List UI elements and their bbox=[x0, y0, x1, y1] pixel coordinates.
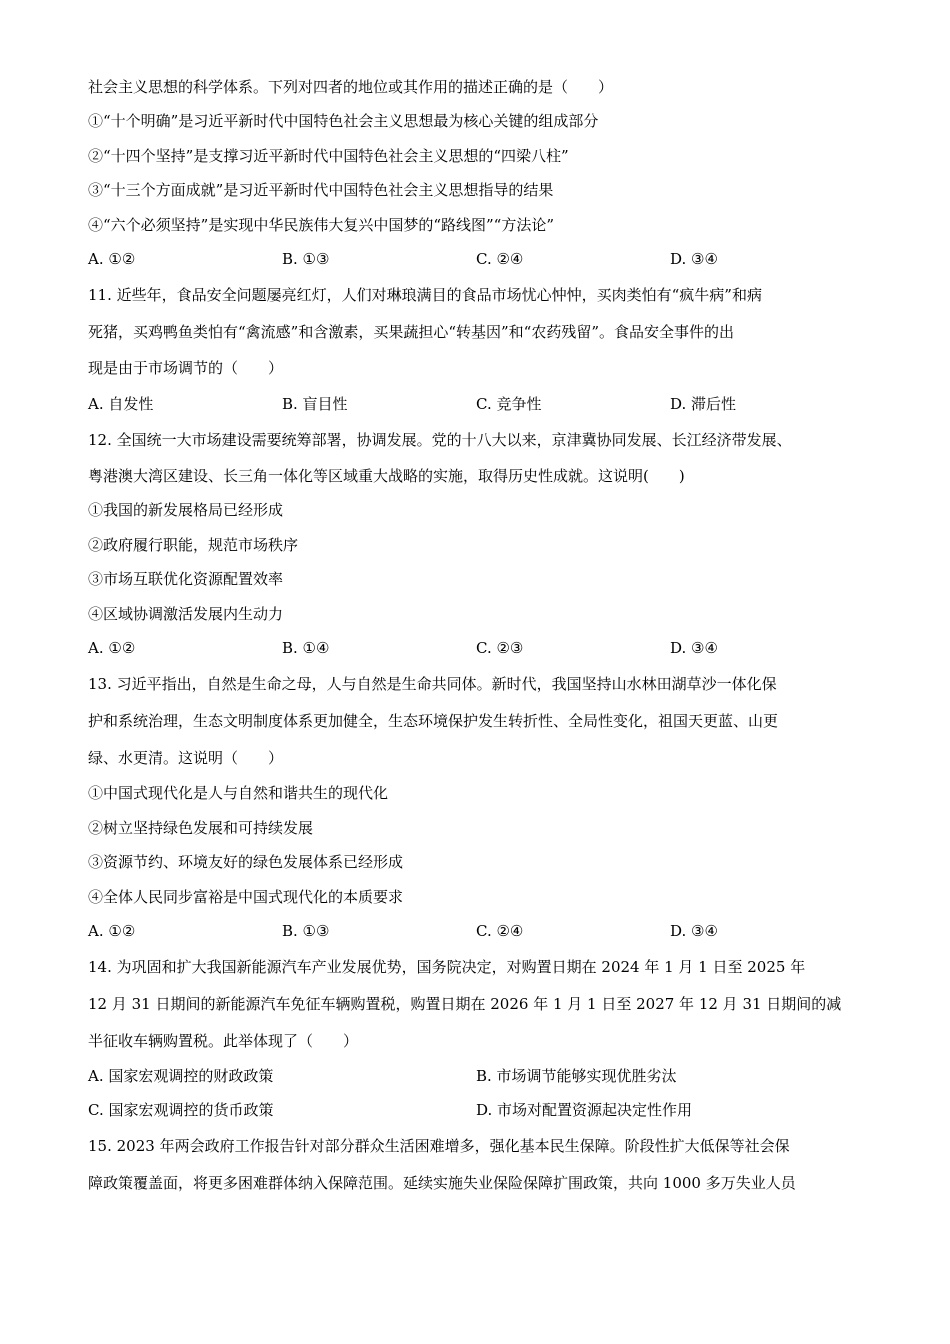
q10-stem-tail: 社会主义思想的科学体系。下列对四者的地位或其作用的描述正确的是（ ） bbox=[88, 78, 614, 96]
q12-item-1: ①我国的新发展格局已经形成 bbox=[88, 501, 284, 519]
q12-option-d[interactable]: D. ③④ bbox=[670, 639, 718, 657]
q10-item-4: ④“六个必须坚持”是实现中华民族伟大复兴中国梦的“路线图”“方法论” bbox=[88, 216, 555, 234]
q13-option-a[interactable]: A. ①② bbox=[88, 922, 136, 940]
q14-option-c[interactable]: C. 国家宏观调控的货币政策 bbox=[88, 1101, 274, 1119]
q11-option-b[interactable]: B. 盲目性 bbox=[282, 395, 348, 413]
q12-option-a[interactable]: A. ①② bbox=[88, 639, 136, 657]
q15-line-1: 15. 2023 年两会政府工作报告针对部分群众生活困难增多，强化基本民生保障。阶段性扩大低保等社会保 bbox=[88, 1137, 790, 1155]
q13-item-1: ①中国式现代化是人与自然和谐共生的现代化 bbox=[88, 784, 389, 802]
q15-line-2: 障政策覆盖面，将更多困难群体纳入保障范围。延续实施失业保险保障扩围政策，共向 1000 多万失业人员 bbox=[88, 1174, 796, 1192]
q10-option-b[interactable]: B. ①③ bbox=[282, 250, 330, 268]
q13-line-1: 13. 习近平指出，自然是生命之母，人与自然是生命共同体。新时代，我国坚持山水林田湖草沙一体化保 bbox=[88, 675, 777, 693]
q10-item-2: ②“十四个坚持”是支撑习近平新时代中国特色社会主义思想的“四梁八柱” bbox=[88, 147, 569, 165]
q10-option-d[interactable]: D. ③④ bbox=[670, 250, 718, 268]
q12-item-3: ③市场互联优化资源配置效率 bbox=[88, 570, 284, 588]
q11-option-a[interactable]: A. 自发性 bbox=[88, 395, 154, 413]
q14-option-b[interactable]: B. 市场调节能够实现优胜劣汰 bbox=[476, 1067, 677, 1085]
q11-line-2: 死猪，买鸡鸭鱼类怕有“禽流感”和含激素，买果蔬担心“转基因”和“农药残留”。食品安全事件的出 bbox=[88, 323, 735, 341]
q12-line-1: 12. 全国统一大市场建设需要统筹部署，协调发展。党的十八大以来，京津冀协同发展、长江经济带发展、 bbox=[88, 431, 792, 449]
q12-option-b[interactable]: B. ①④ bbox=[282, 639, 330, 657]
q11-line-3: 现是由于市场调节的（ ） bbox=[88, 359, 284, 377]
q13-line-2: 护和系统治理，生态文明制度体系更加健全，生态环境保护发生转折性、全局性变化，祖国天更蓝、山更 bbox=[88, 712, 779, 730]
q12-line-2: 粤港澳大湾区建设、长三角一体化等区域重大战略的实施，取得历史性成就。这说明( ) bbox=[88, 467, 685, 485]
q10-item-3: ③“十三个方面成就”是习近平新时代中国特色社会主义思想指导的结果 bbox=[88, 181, 554, 199]
q14-line-3: 半征收车辆购置税。此举体现了（ ） bbox=[88, 1032, 359, 1050]
q14-option-d[interactable]: D. 市场对配置资源起决定性作用 bbox=[476, 1101, 693, 1119]
q14-line-2: 12 月 31 日期间的新能源汽车免征车辆购置税，购置日期在 2026 年 1 月 1 日至 2027 年 12 月 31 日期间的减 bbox=[88, 995, 842, 1013]
q10-item-1: ①“十个明确”是习近平新时代中国特色社会主义思想最为核心关键的组成部分 bbox=[88, 112, 599, 130]
q14-option-a[interactable]: A. 国家宏观调控的财政政策 bbox=[88, 1067, 274, 1085]
q12-item-2: ②政府履行职能，规范市场秩序 bbox=[88, 536, 299, 554]
q11-option-c[interactable]: C. 竞争性 bbox=[476, 395, 542, 413]
q13-item-3: ③资源节约、环境友好的绿色发展体系已经形成 bbox=[88, 853, 404, 871]
q11-line-1: 11. 近些年，食品安全问题屡亮红灯，人们对琳琅满目的食品市场忧心忡忡，买肉类怕有“疯牛病”和病 bbox=[88, 286, 762, 304]
q13-item-2: ②树立坚持绿色发展和可持续发展 bbox=[88, 819, 314, 837]
q13-option-d[interactable]: D. ③④ bbox=[670, 922, 718, 940]
q13-option-c[interactable]: C. ②④ bbox=[476, 922, 524, 940]
q13-item-4: ④全体人民同步富裕是中国式现代化的本质要求 bbox=[88, 888, 404, 906]
q10-option-c[interactable]: C. ②④ bbox=[476, 250, 524, 268]
q12-item-4: ④区域协调激活发展内生动力 bbox=[88, 605, 284, 623]
q11-option-d[interactable]: D. 滞后性 bbox=[670, 395, 737, 413]
q14-line-1: 14. 为巩固和扩大我国新能源汽车产业发展优势，国务院决定，对购置日期在 2024 年 1 月 1 日至 2025 年 bbox=[88, 958, 806, 976]
q13-option-b[interactable]: B. ①③ bbox=[282, 922, 330, 940]
q12-option-c[interactable]: C. ②③ bbox=[476, 639, 524, 657]
q10-option-a[interactable]: A. ①② bbox=[88, 250, 136, 268]
q13-line-3: 绿、水更清。这说明（ ） bbox=[88, 749, 284, 767]
